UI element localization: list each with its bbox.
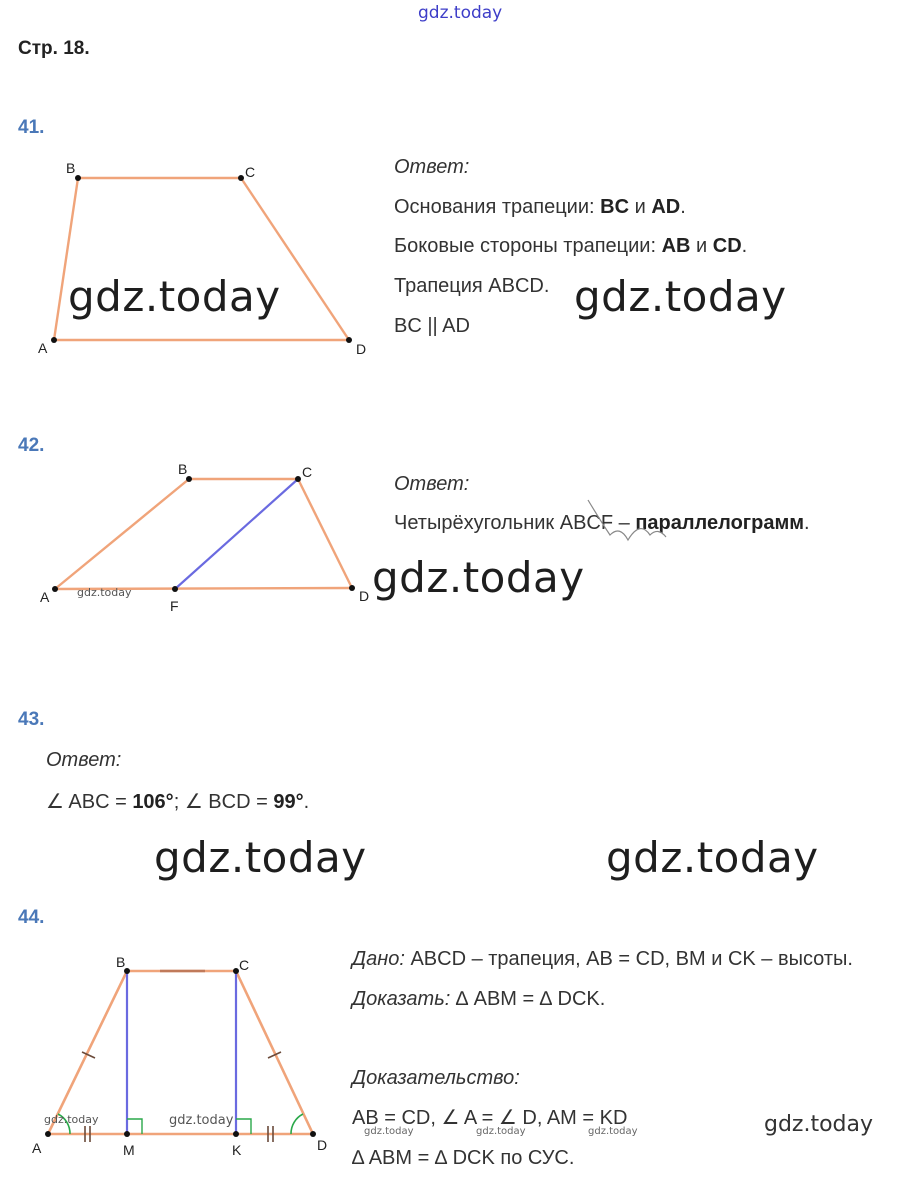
- given-44: [352, 948, 853, 971]
- watermark-41-right: gdz.today: [574, 272, 787, 321]
- angle-abc-value: 106°: [132, 791, 174, 813]
- bases-prefix: Основания трапеции:: [394, 196, 601, 218]
- given-text: ABCD – трапеция, AB = CD, BM и CK – высоты.: [404, 948, 853, 970]
- task-number-41: 41.: [18, 117, 45, 138]
- prove-label: Доказать:: [352, 988, 451, 1010]
- side-ab: [48, 971, 127, 1134]
- watermark-44-tiny-2: gdz.today: [476, 1126, 526, 1137]
- label-a: A: [38, 340, 48, 356]
- given-label: Дано:: [352, 948, 405, 970]
- label-c: C: [245, 164, 256, 180]
- site-watermark-top: gdz.today: [418, 3, 503, 23]
- bases-and: и: [629, 196, 652, 218]
- answer-heading-43: Ответ:: [46, 749, 122, 771]
- label-c: C: [239, 957, 250, 973]
- label-a: A: [32, 1140, 42, 1156]
- watermark-44-right: gdz.today: [764, 1112, 874, 1137]
- watermark-43-left: gdz.today: [154, 833, 367, 882]
- watermark-44-tiny-1: gdz.today: [364, 1126, 414, 1137]
- bases-second: AD: [651, 196, 681, 218]
- label-m: M: [123, 1142, 135, 1158]
- label-k: K: [232, 1142, 242, 1158]
- task-number-44: 44.: [18, 907, 45, 928]
- angle-abc: ∠ ABC =: [46, 791, 133, 813]
- angle-bcd: ∠ BCD =: [184, 791, 274, 813]
- sides-prefix: Боковые стороны трапеции:: [394, 235, 662, 257]
- label-d: D: [317, 1137, 328, 1153]
- proof-heading-44: Доказательство:: [352, 1067, 520, 1089]
- proof-line1-44: AB = CD, ∠ A = ∠ D, AM = KD: [352, 1107, 628, 1129]
- watermark-44-tiny-3: gdz.today: [588, 1126, 638, 1137]
- point-m: [124, 1131, 130, 1137]
- sides-end: .: [741, 235, 748, 257]
- label-c: C: [302, 464, 313, 480]
- prove-44: [352, 988, 605, 1011]
- label-b: B: [66, 160, 76, 176]
- watermark-43-right: gdz.today: [606, 833, 819, 882]
- task-number-42: 42.: [18, 435, 45, 456]
- prove-text: ∆ ABM = ∆ DCK.: [450, 988, 606, 1010]
- answer-heading-42: Ответ:: [394, 473, 470, 495]
- proof-line2-44: ∆ ABM = ∆ DCK по СУС.: [352, 1147, 575, 1169]
- right-angle-k: [236, 1119, 251, 1134]
- point-a: [45, 1131, 51, 1137]
- right-angle-m: [127, 1119, 142, 1134]
- answer-prefix-42: Четырёхугольник ABCF –: [394, 512, 636, 534]
- watermark-42-large: gdz.today: [372, 553, 585, 602]
- watermark-44-figure: gdz.today: [169, 1113, 234, 1128]
- sides-and: и: [690, 235, 713, 257]
- label-a: A: [40, 589, 50, 605]
- side-cd: [236, 971, 313, 1134]
- angles-end: .: [303, 791, 310, 813]
- answer-bold-42: параллелограмм: [635, 512, 805, 534]
- answer-trapezoid-name-41: Трапеция ABCD.: [394, 275, 550, 297]
- answer-end-42: .: [804, 512, 810, 534]
- label-d: D: [356, 341, 367, 357]
- angle-bcd-value: 99°: [273, 791, 304, 813]
- bases-end: .: [680, 196, 686, 218]
- watermark-44-corner: gdz.today: [44, 1113, 99, 1126]
- point-k: [233, 1131, 239, 1137]
- task-number-43: 43.: [18, 709, 45, 730]
- point-d: [310, 1131, 316, 1137]
- sides-second: CD: [712, 235, 742, 257]
- label-b: B: [116, 954, 126, 970]
- watermark-42-small: gdz.today: [77, 586, 132, 599]
- angle-sep: ;: [173, 791, 185, 813]
- label-f: F: [170, 598, 179, 614]
- label-d: D: [359, 588, 370, 604]
- bases-first: BC: [600, 196, 630, 218]
- trapezoid-abcd-44: [48, 971, 313, 1134]
- label-b: B: [178, 461, 188, 477]
- answer-parallel-41: BC || AD: [394, 315, 470, 337]
- angle-arc-d: [291, 1114, 303, 1134]
- sides-first: AB: [661, 235, 691, 257]
- watermark-41-left: gdz.today: [68, 272, 281, 321]
- answer-heading-41: Ответ:: [394, 156, 470, 178]
- heights-44: [127, 971, 236, 1134]
- page-label: Стр. 18.: [18, 38, 90, 59]
